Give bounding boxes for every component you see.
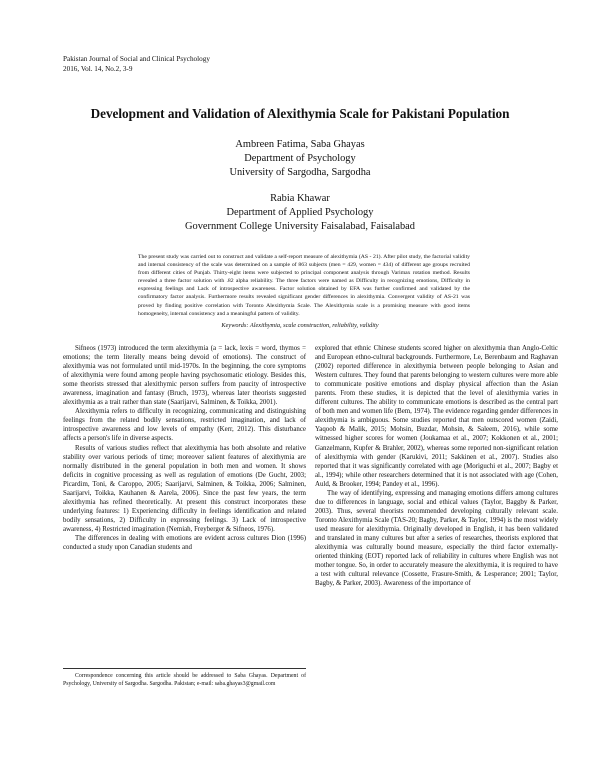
paragraph: The differences in dealing with emotions are evident across cultures Dion (1996) conducted a study upon Canadian students and (63, 534, 306, 552)
journal-header (63, 54, 210, 74)
left-column (63, 344, 306, 552)
paragraph: Alexithymia refers to difficulty in recognizing, communicating and distinguishing feelings from the related bodily sensations, restricted imagination, and lack of introspective awareness and low levels of empathy (Kerr, 2012). This disturbance affects a person's life in diverse aspects. (63, 408, 306, 443)
right-column (315, 344, 558, 588)
author-block-2 (0, 192, 600, 234)
author-institution: Government College University Faisalabad, Faisalabad (185, 221, 415, 232)
paragraph: Results of various studies reflect that alexithymia has both absolute and relative stability over various periods of time; moreover salient features of alexithymia are normally distributed in the general population in both men and women. It shows deficits in cognitive processing as well as regulation of emotions (De Gucht, 2003; Picardim, Toni, & Caroppo, 2005; Saarijarvi, Salminen, & Toikka, 2006; Salminen, Saarijarvi, Toikka, Kauhanen & Aarela, 2006). Since the past few years, the term alexithymia has refined theoretically. At present this construct incorporates these underlying features: 1) Experiencing difficulty in feelings identification and related bodily sensations, 2) Difficulty in expressing feelings. 3) Lack of introspective awareness, 4) Restricted imagination (Nemiah, Freyberger & Sifneos, 1976). (63, 444, 306, 533)
correspondence-footnote: Correspondence concerning this article should be addressed to Saba Ghayas. Department of Psychology, University of Sargodha. Sargodha. Pakistan; e-mail: saba.ghayas3@gmail.com (63, 673, 306, 687)
author-block-1 (0, 138, 600, 180)
keywords: Keywords: Alexithymia, scale construction, reliability, validity (221, 322, 379, 329)
footnote-divider (63, 668, 306, 669)
paragraph: Sifneos (1973) introduced the term alexithymia (a = lack, lexis = word, thymos = emotions; the term literally means being devoid of emotions). The construct of alexithymia was not formulated until mid-1970s. In the beginning, the core symptoms of alexithymia were found among people having psychosomatic etiology. Besides this, some theorists stressed that alexithymic person suffers from paucity of introspective awareness, imagination and fantasy (Bruch, 1973), whereas later theorists suggested alexithymia as a trait rather than state (Saarijarvi, Salminen, & Toikka, 2001). (63, 345, 306, 407)
journal-issue: 2016, Vol. 14, No.2, 3-9 (63, 65, 133, 73)
paper-title: Development and Validation of Alexithymia Scale for Pakistani Population (90, 106, 510, 121)
author-institution: University of Sargodha, Sargodha (229, 167, 371, 178)
author-department: Department of Psychology (244, 153, 356, 164)
author-names: Ambreen Fatima, Saba Ghayas (235, 139, 365, 150)
author-department: Department of Applied Psychology (226, 207, 374, 218)
journal-name: Pakistan Journal of Social and Clinical Psychology (63, 55, 210, 63)
paragraph: explored that ethnic Chinese students scored higher on alexithymia than Anglo-Celtic and European ethno-cultural backgrounds. Furthermore, Le, Berenbaum and Raghavan (2002) reported difference in alexithymia between people belonging to Asian and Western cultures. They found that parents belonging to western cultures were more able to communicate positive emotions and display physical affection than the Asian parents. From these studies, it is depicted that the level of alexithymia varies in different cultures. The ability to communicate emotions is described as the central part of both men and women life (Bem, 1974). The evidence regarding gender differences in alexithymia is ambiguous. Some studies reported that men outscored women (Zaidi, Yaqoob & Malik, 2015; Mohsin, Buzdar, Mohsin, & Saleem, 2016), while some witnessed higher scores for women (Joukamaa et al., 2007; Kokkonen et al., 2001; Ganzelmann, Kupfer & Brahler, 2002), whereas some reported non-significant relation of alexithymia with gender (Karukivi, 2011; Sakkinen et al., 2007). Studies also reported that it was significantly correlated with age (Moriguchi et al., 2007; Bagby et al., 1994); while other researchers determined that it is not associated with age (Cohen, Auld, & Brooker, 1994; Pandey et al., 1996). (315, 345, 558, 488)
abstract: The present study was carried out to construct and validate a self-report measure of alexithymia (AS - 21). After pilot study, the factorial validity and internal consistency of the scale was determined on a sample of 863 subjects (men = 429, women = 434) of different age groups recruited from different cities of Punjab. Thirty-eight items were subjected to principal component analysis through Varimax rotation method. Results revealed a three factor solution with .82 alpha reliability. The three factors were named as Difficulty in recognizing emotions, Difficulty in expressing feelings and Lack of introspective awareness. Factor solution obtained by EFA was further confirmed and validated by the confirmatory factor analysis. Furthermore results revealed significant gender differences in alexithymia. Convergent validity of AS-21 was proved by finding positive correlation with Toronto Alexithymia Scale. The Alexithymia scale is a promising measure with good items homogeneity, internal consistency and a meaningful pattern of validity. (138, 254, 470, 317)
author-names: Rabia Khawar (270, 193, 330, 204)
paragraph: The way of identifying, expressing and managing emotions differs among cultures due to differences in language, social and ethical values (Taylor, Baggby & Parker, 2003). Thus, several theorists recommended developing culturally relevant scale. Toronto Alexithymia Scale (TAS-20; Bagby, Parker, & Taylor, 1994) is the most widely used measure for alexithymia. Originally developed in English, it has been validated and translated in many cultures but after a series of researches, theorists explored that alexithymia was culturally bound measure, especially the third factor externally-oriented thinking (EOT) reported lack of reliability in cultures where English was not mother tongue. So, in order to accurately measure the alexithymia, it is required to have a test with cultural relevance (Cossette, Frasure-Smith, & Lesperance; 2001; Taylor, Bagby, & Parker, 2003). Awareness of the importance of (315, 489, 558, 588)
